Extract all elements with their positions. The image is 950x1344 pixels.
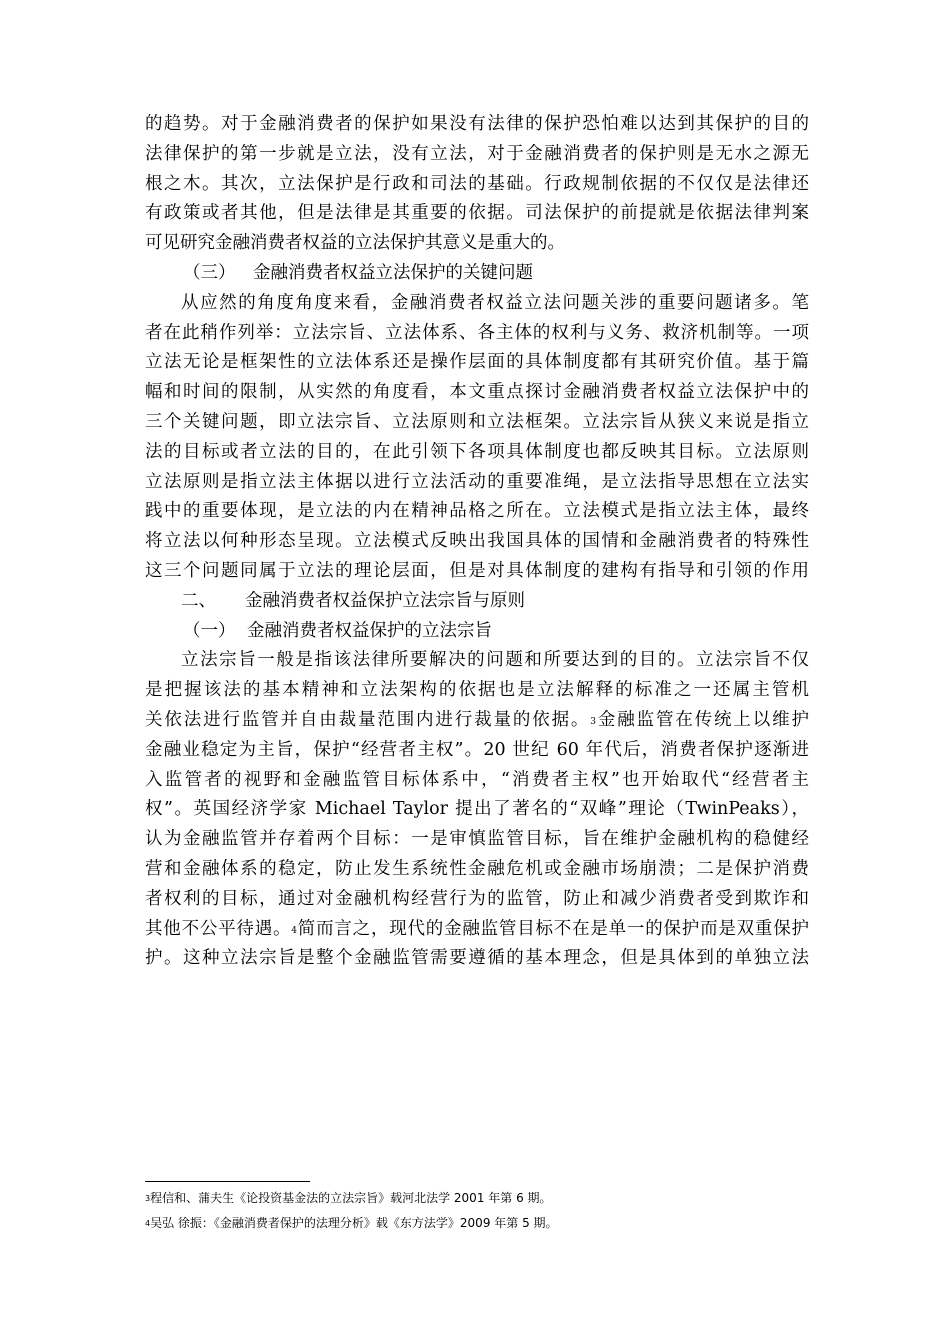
heading-text: 金融消费者权益立法保护的关键问题 bbox=[253, 262, 533, 283]
text-segment: 其他不公平待遇。 bbox=[145, 918, 292, 939]
text-segment: 金融监管在传统上以维护 bbox=[596, 709, 809, 730]
footnote-text: 程信和、蒲夫生《论投资基金法的立法宗旨》载河北法学 2001 年第 6 期。 bbox=[150, 1191, 552, 1205]
text-line: 的趋势。对于金融消费者的保护如果没有法律的保护恐怕难以达到其保护的目的 bbox=[145, 114, 809, 134]
text-line: 立法宗旨一般是指该法律所要解决的问题和所要达到的目的。立法宗旨不仅 bbox=[181, 650, 809, 671]
text-line: 将立法以何种形态呈现。立法模式反映出我国具体的国情和金融消费者的特殊性 bbox=[145, 531, 809, 552]
heading-label: 二、 bbox=[181, 590, 216, 611]
text-line: 从应然的角度角度来看，金融消费者权益立法问题关涉的重要问题诸多。笔 bbox=[181, 292, 809, 313]
text-line: 权”。英国经济学家 Michael Taylor 提出了著名的“双峰”理论（TwinPeaks）， bbox=[145, 799, 809, 820]
heading-label: （三） bbox=[183, 262, 236, 283]
footnote-3 bbox=[145, 1186, 809, 1211]
text-line: 可见研究金融消费者权益的立法保护其意义是重大的。 bbox=[145, 233, 565, 254]
text-line: 入监管者的视野和金融监管目标体系中，“消费者主权”也开始取代“经营者主 bbox=[145, 769, 809, 790]
text-line: 根之木。其次，立法保护是行政和司法的基础。行政规制依据的不仅仅是法律还 bbox=[145, 173, 809, 194]
text-line: 立法原则是指立法主体据以进行立法活动的重要准绳，是立法指导思想在立法实 bbox=[145, 471, 809, 492]
text-line: 有政策或者其他，但是法律是其重要的依据。司法保护的前提就是依据法律判案 bbox=[145, 203, 809, 224]
footnotes bbox=[145, 1186, 809, 1236]
heading-text: 金融消费者权益保护立法宗旨与原则 bbox=[245, 590, 525, 611]
text-line: 金融业稳定为主旨，保护“经营者主权”。20 世纪 60 年代后，消费者保护逐渐进 bbox=[145, 739, 809, 760]
text-line bbox=[145, 915, 809, 945]
text-line: 这三个问题同属于立法的理论层面，但是对具体制度的建构有指导和引领的作用 bbox=[145, 560, 809, 581]
text-line: 践中的重要体现，是立法的内在精神品格之所在。立法模式是指立法主体，最终 bbox=[145, 501, 809, 522]
heading-label: （一） bbox=[183, 620, 236, 641]
text-line: 者在此稍作列举：立法宗旨、立法体系、各主体的权利与义务、救济机制等。一项 bbox=[145, 322, 809, 343]
footnote-ref-3[interactable]: 3 bbox=[590, 716, 597, 727]
section-heading-1 bbox=[145, 617, 809, 647]
heading-text: 金融消费者权益保护的立法宗旨 bbox=[247, 620, 492, 641]
text-line: 三个关键问题，即立法宗旨、立法原则和立法框架。立法宗旨从狭义来说是指立 bbox=[145, 411, 809, 432]
text-line: 法的目标或者立法的目的，在此引领下各项具体制度也都反映其目标。立法原则 bbox=[145, 441, 809, 462]
section-heading-2 bbox=[145, 587, 809, 617]
footnote-text: 吴弘 徐振：《金融消费者保护的法理分析》载《东方法学》2009 年第 5 期。 bbox=[150, 1216, 558, 1230]
footnote-mark: 3 bbox=[145, 1194, 151, 1203]
text-line: 护。这种立法宗旨是整个金融监管需要遵循的基本理念，但是具体到的单独立法 bbox=[145, 948, 809, 969]
footnote-ref-4[interactable]: 4 bbox=[291, 925, 298, 936]
footnote-mark: 4 bbox=[145, 1219, 151, 1228]
text-line: 认为金融监管并存着两个目标：一是审慎监管目标，旨在维护金融机构的稳健经 bbox=[145, 829, 809, 850]
text-line: 法律保护的第一步就是立法，没有立法，对于金融消费者的保护则是无水之源无 bbox=[145, 143, 809, 164]
text-segment: 简而言之，现代的金融监管目标不在是单一的保护而是双重保护 bbox=[297, 918, 809, 939]
text-line: 者权利的目标，通过对金融机构经营行为的监管，防止和减少消费者受到欺诈和 bbox=[145, 888, 809, 909]
text-line: 立法无论是框架性的立法体系还是操作层面的具体制度都有其研究价值。基于篇 bbox=[145, 352, 809, 373]
section-heading-3 bbox=[145, 259, 809, 289]
text-segment: 关依法进行监管并自由裁量范围内进行裁量的依据。 bbox=[145, 709, 591, 730]
text-line: 营和金融体系的稳定，防止发生系统性金融危机或金融市场崩溃；二是保护消费 bbox=[145, 858, 809, 879]
text-line: 是把握该法的基本精神和立法架构的依据也是立法解释的标准之一还属主管机 bbox=[145, 680, 809, 701]
text-line: 幅和时间的限制，从实然的角度看，本文重点探讨金融消费者权益立法保护中的 bbox=[145, 382, 809, 403]
footnote-separator bbox=[145, 1181, 310, 1182]
footnote-4 bbox=[145, 1211, 809, 1236]
text-line bbox=[145, 706, 809, 736]
body-text bbox=[145, 110, 809, 974]
